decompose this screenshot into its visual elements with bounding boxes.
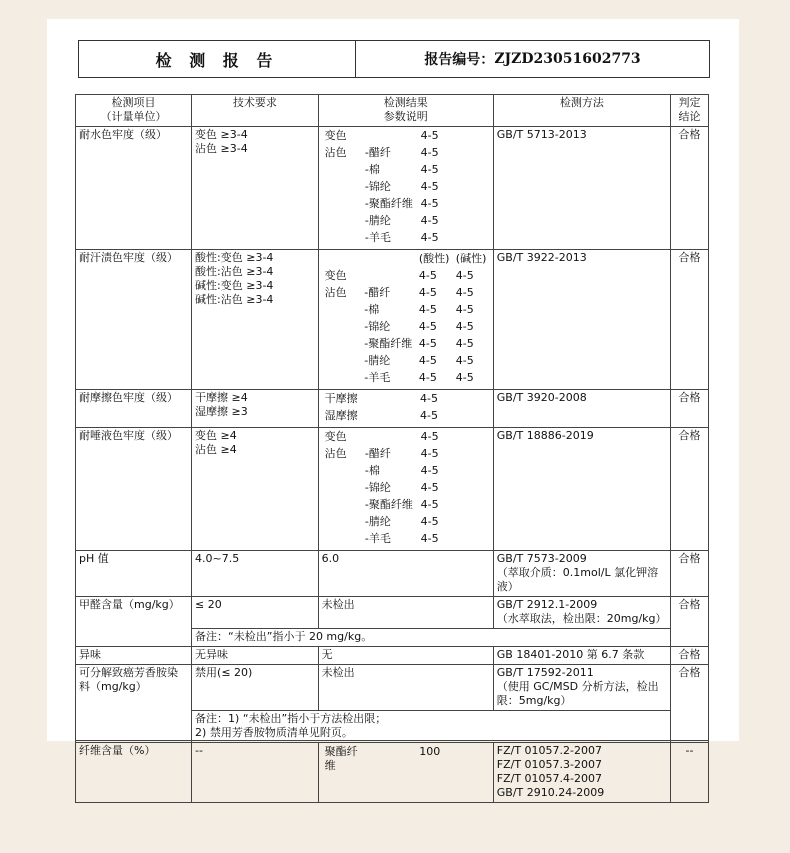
result-label (322, 213, 362, 230)
cell-conclusion: -- (671, 743, 709, 803)
result-line (322, 268, 490, 285)
result-sublabel: -棉 (364, 163, 380, 176)
result-sublabel: -腈纶 (364, 515, 391, 528)
result-line (322, 196, 490, 213)
result-value: 4-5 (420, 146, 439, 159)
result-label (322, 179, 362, 196)
result-line (322, 128, 490, 145)
result-value-2: 4-5 (455, 286, 474, 299)
cell-requirement: -- (192, 743, 319, 803)
result-line (322, 408, 490, 425)
result-sublabel (361, 268, 416, 285)
cell-result: 未检出 (318, 665, 493, 711)
cell-item: pH 值 (76, 551, 192, 597)
result-value: 4-5 (420, 163, 439, 176)
result-line (322, 370, 490, 387)
table-header-row (76, 95, 709, 127)
result-value-2 (454, 230, 489, 247)
result-value: 4-5 (420, 532, 439, 545)
result-value-2 (454, 744, 489, 775)
cell-item: 可分解致癌芳香胺染料（mg/kg） (76, 665, 192, 743)
cell-method: GB 18401-2010 第 6.7 条款 (493, 647, 670, 665)
table-row (76, 665, 709, 711)
result-value-2 (454, 446, 489, 463)
result-value-2 (454, 213, 489, 230)
table-row (76, 390, 709, 428)
report-title: 检 测 报 告 (79, 41, 356, 77)
report-number-value: ZJZD23051602773 (494, 51, 641, 67)
result-sublabel (362, 391, 417, 408)
report-number-label: 报告编号： (424, 52, 495, 68)
result-value-2 (454, 463, 489, 480)
cell-result: 无 (318, 647, 493, 665)
result-value: 4-5 (418, 371, 437, 384)
result-line (322, 302, 490, 319)
result-label: 聚酯纤维 (324, 745, 358, 772)
result-sublabel: -锦纶 (364, 180, 391, 193)
result-value-2 (454, 145, 489, 162)
result-line (322, 230, 490, 247)
cell-item: 耐水色牢度（级） (76, 127, 192, 250)
cell-method: GB/T 7573-2009 （萃取介质：0.1mol/L 氯化钾溶液） (493, 551, 670, 597)
result-line (322, 213, 490, 230)
result-value-2 (454, 514, 489, 531)
col-header-item: 检测项目 （计量单位） (76, 95, 192, 127)
col-header-requirement: 技术要求 (192, 95, 319, 127)
result-sublabel: -醋纤 (364, 447, 391, 460)
result-value: 4-5 (418, 337, 437, 350)
result-value-2 (454, 531, 489, 548)
cell-method: FZ/T 01057.2-2007 FZ/T 01057.3-2007 FZ/T 01057.4-2007 GB/T 2910.24-2009 (493, 743, 670, 803)
cell-requirement: 干摩擦 ≥4 湿摩擦 ≥3 (192, 390, 319, 428)
result-label (322, 353, 362, 370)
result-label (322, 370, 362, 387)
cell-result: 6.0 (318, 551, 493, 597)
test-results-table (75, 94, 709, 803)
result-line (322, 514, 490, 531)
cell-method: GB/T 17592-2011 （使用 GC/MSD 分析方法，检出限：5mg/kg） (493, 665, 670, 711)
result-label: 干摩擦 (324, 392, 358, 405)
cell-item: 耐唾液色牢度（级） (76, 428, 192, 551)
result-label (322, 302, 362, 319)
result-sublabel: -醋纤 (364, 146, 391, 159)
result-line (322, 446, 490, 463)
cell-item: 耐汗渍色牢度（级） (76, 250, 192, 390)
cell-requirement: 变色 ≥4 沾色 ≥4 (192, 428, 319, 551)
col-header-conclusion: 判定 结论 (671, 95, 709, 127)
result-value-2 (454, 162, 489, 179)
result-detail-table (322, 391, 490, 425)
result-line (322, 429, 490, 446)
table-row (76, 551, 709, 597)
cell-conclusion: 合格 (671, 647, 709, 665)
result-line (322, 391, 490, 408)
result-sublabel: -锦纶 (364, 481, 391, 494)
cell-method: GB/T 18886-2019 (493, 428, 670, 551)
result-value-2 (454, 408, 490, 425)
result-line (322, 353, 490, 370)
result-value: 4-5 (420, 214, 439, 227)
result-sublabel: -聚酯纤维 (364, 498, 413, 511)
cell-requirement: ≤ 20 (192, 597, 319, 629)
result-value-2 (454, 391, 490, 408)
result-label (322, 196, 362, 213)
result-sublabel: -醋纤 (364, 286, 391, 299)
result-value-2: 4-5 (455, 320, 474, 333)
result-sublabel: -羊毛 (364, 532, 391, 545)
result-sublabel: -羊毛 (364, 371, 391, 384)
result-sublabel: -聚酯纤维 (364, 337, 413, 350)
result-value: 4-5 (420, 197, 439, 210)
result-label: 沾色 (324, 447, 347, 460)
result-sublabel: -腈纶 (364, 214, 391, 227)
result-sublabel: -棉 (364, 464, 380, 477)
result-sublabel (362, 744, 416, 775)
cell-result (318, 428, 493, 551)
result-line (322, 285, 490, 302)
cell-conclusion: 合格 (671, 250, 709, 390)
result-sublabel: -棉 (364, 303, 380, 316)
cell-item: 甲醛含量（mg/kg） (76, 597, 192, 647)
result-value: 100 (419, 745, 441, 758)
cell-method: GB/T 3920-2008 (493, 390, 670, 428)
result-label (322, 514, 362, 531)
result-detail-table (322, 429, 490, 548)
result-value-2 (454, 497, 489, 514)
result-value: 4-5 (418, 320, 437, 333)
result-value-2: (碱性) (455, 252, 487, 265)
cell-conclusion: 合格 (671, 390, 709, 428)
result-detail-table (322, 128, 490, 247)
result-value: 4-5 (418, 269, 437, 282)
cell-result (318, 390, 493, 428)
result-value: 4-5 (418, 286, 437, 299)
result-value: 4-5 (418, 354, 437, 367)
result-value-2: 4-5 (455, 337, 474, 350)
cell-conclusion: 合格 (671, 597, 709, 647)
col-header-method: 检测方法 (493, 95, 670, 127)
report-number (356, 41, 709, 77)
result-sublabel (362, 128, 418, 145)
result-value: (酸性) (418, 252, 450, 265)
result-label (322, 230, 362, 247)
result-value: 4-5 (418, 303, 437, 316)
result-sublabel (362, 408, 417, 425)
cell-requirement: 4.0~7.5 (192, 551, 319, 597)
result-value: 4-5 (420, 464, 439, 477)
result-sublabel: -羊毛 (364, 231, 391, 244)
result-value: 4-5 (420, 129, 439, 142)
result-value: 4-5 (420, 409, 438, 422)
result-value: 4-5 (420, 231, 439, 244)
table-row (76, 647, 709, 665)
result-value: 4-5 (420, 392, 438, 405)
cell-item: 异味 (76, 647, 192, 665)
result-label (322, 336, 362, 353)
result-line (322, 251, 490, 268)
cell-result (318, 127, 493, 250)
table-row (76, 597, 709, 629)
cell-conclusion: 合格 (671, 127, 709, 250)
cell-method: GB/T 5713-2013 (493, 127, 670, 250)
cell-result: 未检出 (318, 597, 493, 629)
report-header (78, 40, 710, 78)
table-row (76, 743, 709, 803)
result-label: 变色 (324, 129, 347, 142)
result-value-2 (454, 179, 489, 196)
result-value-2: 4-5 (455, 354, 474, 367)
cell-item: 纤维含量（%） (76, 743, 192, 803)
cell-note: 备注：1) “未检出”指小于方法检出限； 2) 禁用芳香胺物质清单见附页。 (192, 711, 671, 743)
result-value-2: 4-5 (455, 371, 474, 384)
cell-conclusion: 合格 (671, 428, 709, 551)
result-sublabel: -锦纶 (364, 320, 391, 333)
result-value-2: 4-5 (455, 269, 474, 282)
result-line (322, 531, 490, 548)
cell-result (318, 250, 493, 390)
cell-method: GB/T 3922-2013 (493, 250, 670, 390)
result-value: 4-5 (420, 447, 439, 460)
result-line (322, 744, 490, 775)
result-value-2: 4-5 (455, 303, 474, 316)
result-label (322, 463, 362, 480)
result-value-2 (454, 196, 489, 213)
table-body (76, 127, 709, 803)
result-label (322, 251, 362, 268)
result-label (322, 319, 362, 336)
result-detail-table (322, 251, 490, 387)
result-value: 4-5 (420, 498, 439, 511)
cell-method: GB/T 2912.1-2009 （水萃取法，检出限：20mg/kg） (493, 597, 670, 629)
result-line (322, 480, 490, 497)
cell-item: 耐摩擦色牢度（级） (76, 390, 192, 428)
cell-requirement: 变色 ≥3-4 沾色 ≥3-4 (192, 127, 319, 250)
cell-result (318, 743, 493, 803)
cell-conclusion: 合格 (671, 665, 709, 743)
result-label (322, 162, 362, 179)
result-line (322, 179, 490, 196)
table-row (76, 127, 709, 250)
result-label: 沾色 (324, 286, 347, 299)
cell-conclusion: 合格 (671, 551, 709, 597)
result-value: 4-5 (420, 430, 439, 443)
result-sublabel (362, 429, 418, 446)
result-label (322, 497, 362, 514)
col-header-result: 检测结果 参数说明 (318, 95, 493, 127)
cell-requirement: 无异味 (192, 647, 319, 665)
cell-requirement: 酸性:变色 ≥3-4 酸性:沾色 ≥3-4 碱性:变色 ≥3-4 碱性:沾色 ≥3-4 (192, 250, 319, 390)
result-label (322, 531, 362, 548)
result-detail-table (322, 744, 490, 775)
cell-requirement: 禁用(≤ 20) (192, 665, 319, 711)
result-value: 4-5 (420, 515, 439, 528)
table-row (76, 428, 709, 551)
result-line (322, 497, 490, 514)
result-label: 沾色 (324, 146, 347, 159)
result-line (322, 336, 490, 353)
result-line (322, 145, 490, 162)
result-sublabel (361, 251, 416, 268)
result-sublabel: -腈纶 (364, 354, 391, 367)
result-sublabel: -聚酯纤维 (364, 197, 413, 210)
result-label: 湿摩擦 (324, 409, 358, 422)
table-row (76, 250, 709, 390)
result-value-2 (454, 480, 489, 497)
result-line (322, 162, 490, 179)
result-line (322, 319, 490, 336)
result-line (322, 463, 490, 480)
result-value-2 (454, 429, 489, 446)
result-label: 变色 (324, 430, 347, 443)
cell-note: 备注：“未检出”指小于 20 mg/kg。 (192, 629, 671, 647)
result-value: 4-5 (420, 180, 439, 193)
result-label: 变色 (324, 269, 347, 282)
table-continuation-line (75, 740, 709, 741)
result-label (322, 480, 362, 497)
result-value: 4-5 (420, 481, 439, 494)
result-value-2 (454, 128, 489, 145)
